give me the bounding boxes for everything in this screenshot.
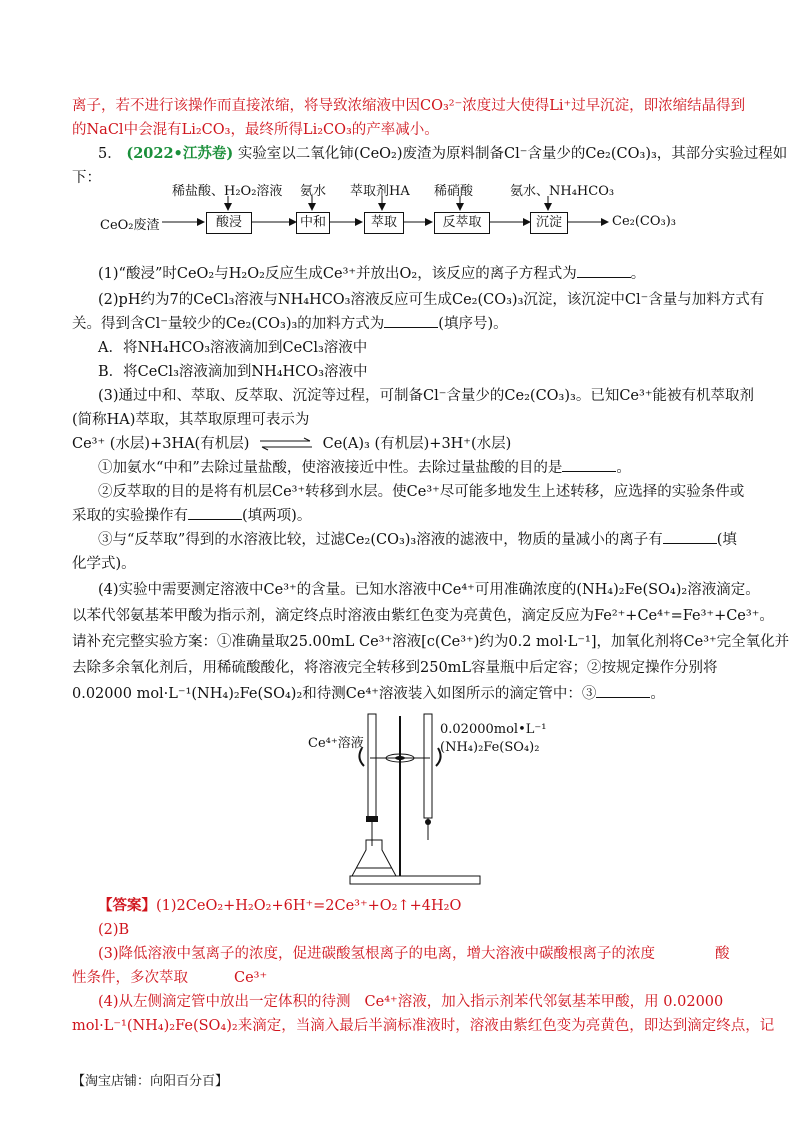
part-2-line-1: (2)pH约为7的CeCl₃溶液与NH₄HCO₃溶液反应可生成Ce₂(CO₃)₃沉淀，该沉淀中Cl⁻含量与加料方式有 <box>98 292 765 308</box>
answer-blank[interactable] <box>384 313 438 328</box>
answer-4-line-2: mol·L⁻¹(NH₄)₂Fe(SO₄)₂来滴定，当滴入最后半滴标准液时，溶液由紫红色变为亮黄色，即达到滴定终点，记 <box>72 1018 775 1034</box>
part-2-line-2 <box>72 312 740 336</box>
part-3-sub-3-end: (填 <box>716 532 737 548</box>
flow-step-precipitate: 沉淀 <box>530 212 568 234</box>
answer-2: (2)B <box>98 922 130 938</box>
part-3-sub-2-line-2 <box>72 504 740 528</box>
intro-line-2: 的NaCl中会混有Li₂CO₃，最终所得Li₂CO₃的产率减小。 <box>72 122 439 138</box>
answer-3-cont-tail: Ce³⁺ <box>234 970 268 986</box>
equation-left: Ce³⁺ (水层)+3HA(有机层) <box>72 436 250 452</box>
option-a: A．将NH₄HCO₃溶液滴加到CeCl₃溶液中 <box>98 340 368 356</box>
answer-tag: 【答案】 <box>98 897 156 914</box>
answer-3-line-1 <box>98 942 740 966</box>
question-source: (2022•江苏卷) <box>126 145 234 162</box>
part-4-line-3: 请补充完整实验方案：①准确量取25.00mL Ce³⁺溶液[c(Ce³⁺)约为0.2 mol·L⁻¹]，加氧化剂将Ce³⁺完全氧化并 <box>72 634 790 650</box>
part-3-sub-3-line-1 <box>98 528 740 552</box>
part-4-end: 。 <box>650 686 665 702</box>
part-3-sub-2-line-1: ②反萃取的目的是将有机层Ce³⁺转移到水层。使Ce³⁺尽可能多地发生上述转移，应选择的实验条件或 <box>98 484 745 500</box>
part-1-end: 。 <box>630 266 646 282</box>
answer-blank[interactable] <box>663 529 717 544</box>
equation-right: Ce(A)₃ (有机层)+3H⁺(水层) <box>322 436 512 452</box>
part-2-end: (填序号)。 <box>438 316 508 332</box>
flow-reagent-4: 稀硝酸 <box>434 184 474 199</box>
question-number: 5． <box>98 146 122 162</box>
part-1-text: (1)“酸浸”时CeO₂与H₂O₂反应生成Ce³⁺并放出O₂，该反应的离子方程式为 <box>98 266 577 282</box>
left-burette-label: Ce⁴⁺溶液 <box>308 736 364 751</box>
question-stem-line-2: 下： <box>72 170 101 186</box>
part-3-sub-3-text: ③与“反萃取”得到的水溶液比较，过滤Ce₂(CO₃)₃溶液的滤液中，物质的量减小的离子有 <box>98 532 663 548</box>
question-stem-line-1 <box>98 142 788 166</box>
answer-3-text: (3)降低溶液中氢离子的浓度，促进碳酸氢根离子的电离，增大溶液中碳酸根离子的浓度 <box>98 946 656 962</box>
answer-4-text-a: (4)从左侧滴定管中放出一定体积的待测 <box>98 994 351 1010</box>
part-3-line-2: (简称HA)萃取，其萃取原理可表示为 <box>72 412 310 428</box>
answer-4-line-1 <box>98 990 740 1014</box>
part-4-line-4: 去除多余氧化剂后，用稀硫酸酸化，将溶液完全转移到250mL容量瓶中后定容；②按规定操作分别将 <box>72 660 718 676</box>
part-3-sub-2-text: 采取的实验操作有 <box>72 508 188 524</box>
page-footer: 【淘宝店铺：向阳百分百】 <box>72 1074 229 1089</box>
answer-blank[interactable] <box>562 457 616 472</box>
flow-step-extract: 萃取 <box>364 212 404 234</box>
part-3-line-1: (3)通过中和、萃取、反萃取、沉淀等过程，可制备Cl⁻含量少的Ce₂(CO₃)₃。已知Ce³⁺能被有机萃取剂 <box>98 388 754 404</box>
part-3-sub-3-line-2: 化学式)。 <box>72 556 136 572</box>
part-4-line-5 <box>72 682 740 706</box>
right-burette-label-2: (NH₄)₂Fe(SO₄)₂ <box>440 740 540 755</box>
titration-apparatus-figure <box>300 712 560 892</box>
part-3-sub-1-end: 。 <box>616 460 631 476</box>
answer-blank[interactable] <box>596 683 650 698</box>
flow-start-material: CeO₂废渣 <box>100 218 160 233</box>
flow-reagent-5: 氨水、NH₄HCO₃ <box>510 184 615 199</box>
answer-4-text-b: Ce⁴⁺溶液，加入指示剂苯代邻氨基苯甲酸，用 0.02000 <box>364 994 724 1010</box>
part-3-sub-1 <box>98 456 740 480</box>
part-4-text: 0.02000 mol·L⁻¹(NH₄)₂Fe(SO₄)₂和待测Ce⁴⁺溶液装入如图所示的滴定管中：③ <box>72 686 597 702</box>
part-3-sub-2-end: (填两项)。 <box>242 508 312 524</box>
right-burette-label-1: 0.02000mol•L⁻¹ <box>440 722 547 737</box>
flow-step-back-extract: 反萃取 <box>434 212 490 234</box>
answer-3-cont: 性条件，多次萃取 <box>72 970 188 986</box>
option-b: B．将CeCl₃溶液滴加到NH₄HCO₃溶液中 <box>98 364 368 380</box>
flow-step-neutralize: 中和 <box>296 212 330 234</box>
question-stem-text: 实验室以二氧化铈(CeO₂)废渣为原料制备Cl⁻含量少的Ce₂(CO₃)₃，其部分实验过程如 <box>237 146 788 162</box>
answer-3-line-2 <box>72 966 740 990</box>
part-1 <box>98 262 740 286</box>
flow-reagent-1: 稀盐酸、H₂O₂溶液 <box>172 184 283 199</box>
answer-1 <box>98 894 740 918</box>
extraction-equation <box>72 432 740 456</box>
part-3-sub-1-text: ①加氨水“中和”去除过量盐酸，使溶液接近中性。去除过量盐酸的目的是 <box>98 460 563 476</box>
intro-line-1: 离子，若不进行该操作而直接浓缩，将导致浓缩液中因CO₃²⁻浓度过大使得Li⁺过早沉淀，即浓缩结晶得到 <box>72 98 746 114</box>
flow-reagent-3: 萃取剂HA <box>350 184 410 199</box>
flow-reagent-2: 氨水 <box>300 184 327 199</box>
answer-blank[interactable] <box>577 263 631 278</box>
answer-1-text: (1)2CeO₂+H₂O₂+6H⁺=2Ce³⁺+O₂↑+4H₂O <box>156 898 462 914</box>
answer-3-tail: 酸 <box>715 946 730 962</box>
process-flow-diagram <box>100 180 700 240</box>
part-2-text: 关。得到含Cl⁻量较少的Ce₂(CO₃)₃的加料方式为 <box>72 316 385 332</box>
flow-end-product: Ce₂(CO₃)₃ <box>612 214 677 229</box>
part-4-line-2: 以苯代邻氨基苯甲酸为指示剂，滴定终点时溶液由紫红色变为亮黄色，滴定反应为Fe²⁺+Ce⁴⁺=Fe³⁺+Ce³⁺。 <box>72 608 774 624</box>
part-4-line-1: (4)实验中需要测定溶液中Ce³⁺的含量。已知水溶液中Ce⁴⁺可用准确浓度的(NH₄)₂Fe(SO₄)₂溶液滴定。 <box>98 582 760 598</box>
flow-step-acid-leach: 酸浸 <box>206 212 252 234</box>
answer-blank[interactable] <box>188 505 242 520</box>
equilibrium-arrows-icon <box>258 437 314 451</box>
